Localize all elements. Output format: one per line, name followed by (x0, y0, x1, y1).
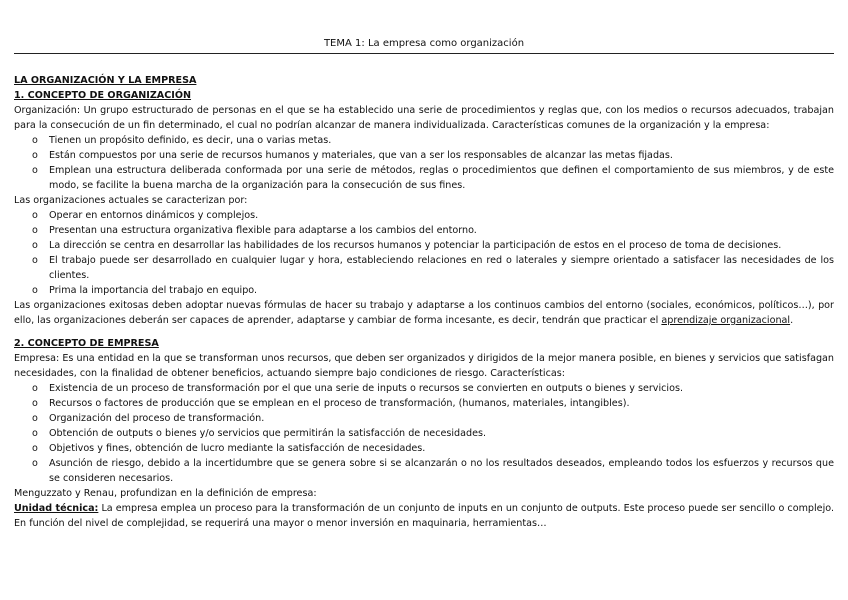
organization-definition: Organización: Un grupo estructurado de personas en el que se ha establecido una serie de procedimientos y reglas que, con los medios o recursos adecuados, trabajan para la consecución de un fin determinado, el cual no podrían alcanzar de manera individualizada. Características comunes de la organización y la empresa: (14, 105, 834, 131)
current-organizations-intro: Las organizaciones actuales se caracterizan por: (14, 195, 248, 206)
technical-unit-text: La empresa emplea un proceso para la transformación de un conjunto de inputs en un conjunto de outputs. Este proceso puede ser sencillo o complejo. En función del nivel de complejidad, se requerirá una mayor o menor inversión en maquinaria, herramientas… (14, 503, 834, 529)
list-item: o Objetivos y fines, obtención de lucro mediante la satisfacción de necesidades. (14, 441, 834, 456)
list-item: o Organización del proceso de transformación. (14, 411, 834, 426)
list-item: o La dirección se centra en desarrollar las habilidades de los recursos humanos y potenciar la participación de estos en el proceso de toma de decisiones. (14, 238, 834, 253)
organization-features-list (14, 133, 834, 193)
document-header-title: TEMA 1: La empresa como organización (323, 38, 525, 49)
list-item: o Operar en entornos dinámicos y complejos. (14, 208, 834, 223)
header-divider (14, 53, 834, 54)
current-organizations-list (14, 208, 834, 298)
list-item: o Obtención de outputs o bienes y/o servicios que permitirán la satisfacción de necesidades. (14, 426, 834, 441)
organizations-closing-paragraph (14, 298, 834, 328)
list-item: o Prima la importancia del trabajo en equipo. (14, 283, 834, 298)
list-item: o Recursos o factores de producción que se emplean en el proceso de transformación, (humanos, materiales, intangibles). (14, 396, 834, 411)
list-item: o El trabajo puede ser desarrollado en cualquier lugar y hora, estableciendo relaciones en red o laterales y siempre orientado a satisfacer las necesidades de los clientes. (14, 253, 834, 283)
closing-text: Las organizaciones exitosas deben adoptar nuevas fórmulas de hacer su trabajo y adaptarse a los continuos cambios del entorno (sociales, económicos, políticos…), por ello, las organizaciones deberán ser capaces de aprender, adaptarse y cambiar de forma incesante, es decir, tendrán que practicar el (14, 300, 834, 326)
list-item: o Están compuestos por una serie de recursos humanos y materiales, que van a ser los responsables de alcanzar las metas fijadas. (14, 148, 834, 163)
authors-line: Menguzzato y Renau, profundizan en la definición de empresa: (14, 488, 317, 499)
section-spacer (14, 328, 834, 336)
closing-end: . (790, 315, 794, 326)
list-item: o Existencia de un proceso de transformación por el que una serie de inputs o recursos se convierten en outputs o bienes y servicios. (14, 381, 834, 396)
list-item: o Emplean una estructura deliberada conformada por una serie de métodos, reglas o procedimientos que definen el comportamiento de sus miembros, y de este modo, se facilite la buena marcha de la organización para la consecución de sus fines. (14, 163, 834, 193)
section-1-heading: 1. CONCEPTO DE ORGANIZACIÓN (14, 90, 192, 101)
document-body (14, 73, 834, 531)
section-main-heading: LA ORGANIZACIÓN Y LA EMPRESA (14, 75, 197, 86)
organizational-learning-term: aprendizaje organizacional (661, 315, 791, 326)
list-item: o Tienen un propósito definido, es decir, una o varias metas. (14, 133, 834, 148)
technical-unit-paragraph (14, 501, 834, 531)
list-item: o Presentan una estructura organizativa flexible para adaptarse a los cambios del entorno. (14, 223, 834, 238)
company-definition: Empresa: Es una entidad en la que se transforman unos recursos, que deben ser organizados y dirigidos de la mejor manera posible, en bienes y servicios que satisfagan necesidades, con la finalidad de obtener beneficios, actuando siempre bajo condiciones de riesgo. Características: (14, 353, 834, 379)
list-item: o Asunción de riesgo, debido a la incertidumbre que se genera sobre si se alcanzarán o no los resultados deseados, empleando todos los esfuerzos y recursos que se consideren necesarios. (14, 456, 834, 486)
company-features-list (14, 381, 834, 486)
technical-unit-term: Unidad técnica: (14, 503, 99, 514)
section-2-heading: 2. CONCEPTO DE EMPRESA (14, 338, 159, 349)
